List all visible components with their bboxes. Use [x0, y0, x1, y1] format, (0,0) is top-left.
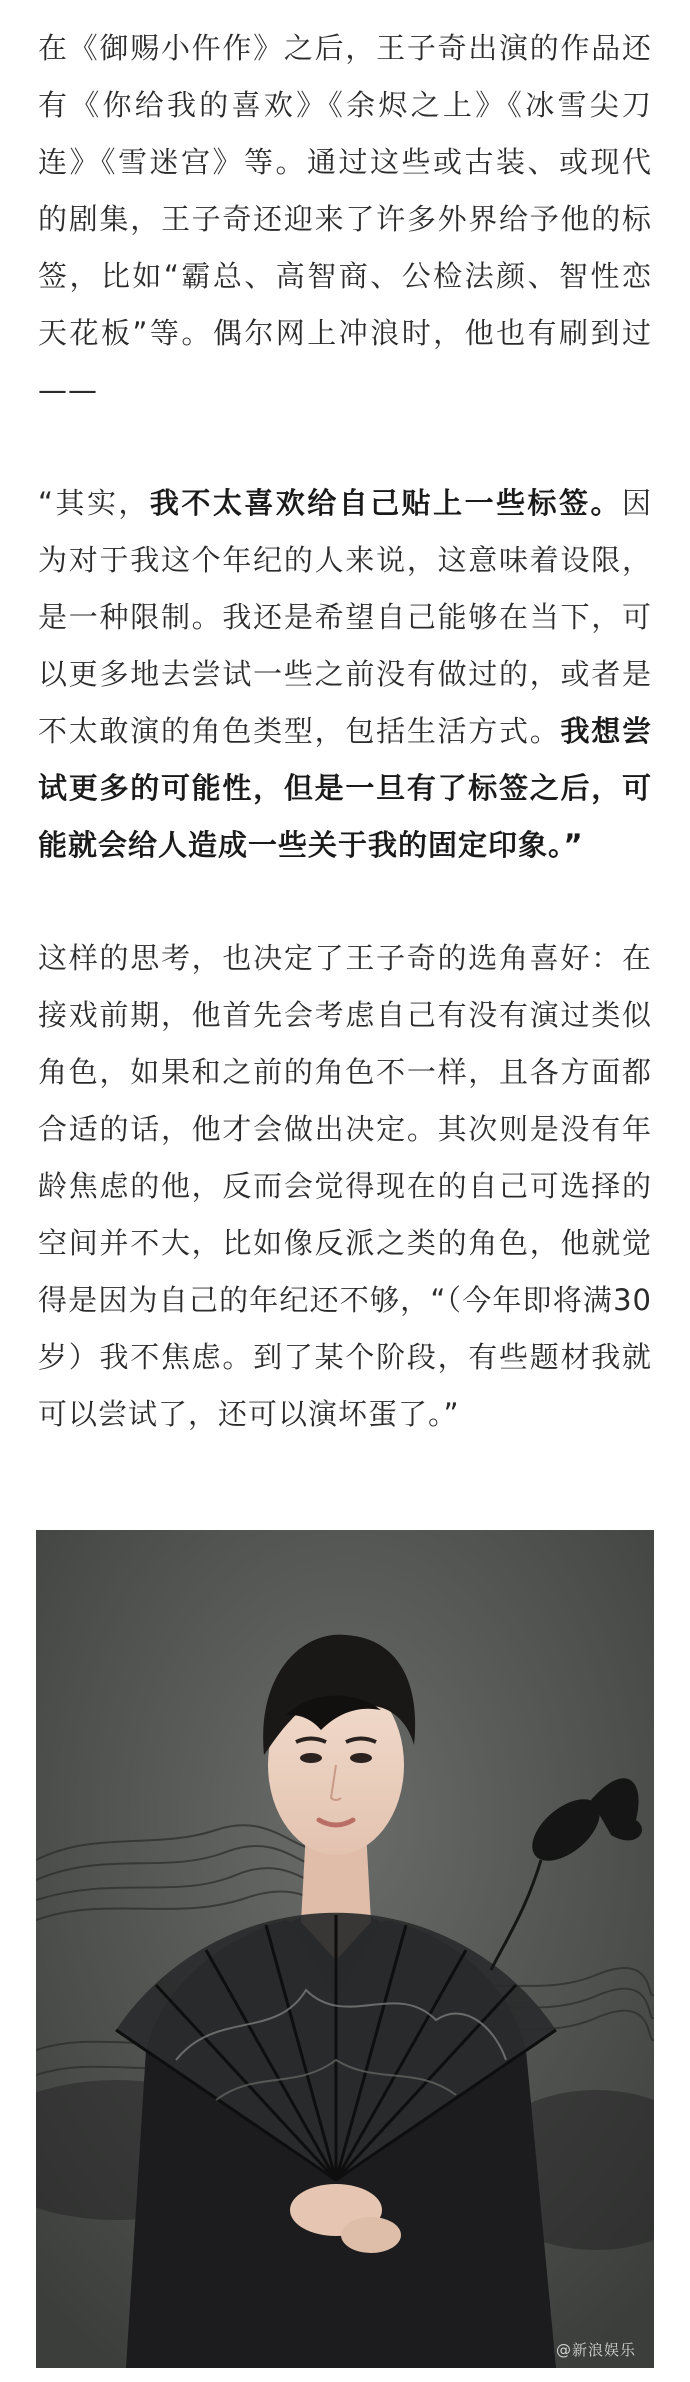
- watermark: @新浪娱乐: [555, 2341, 636, 2359]
- quote-bold-labels: 我不太喜欢给自己贴上一些标签。: [149, 486, 622, 520]
- quote-opening: “其实，: [38, 486, 150, 520]
- quote-body: 因为对于我这个年纪的人来说，这意味着设限，是一种限制。我还是希望自己能够在当下，可以更多地去尝试一些之前没有做过的，或者是不太敢演的角色类型，包括生活方式。: [38, 486, 652, 748]
- paragraph-quote: [38, 475, 652, 874]
- portrait-illustration: [36, 1530, 654, 2368]
- quote-bold-possibility: 我想尝试更多的可能性，但是一旦有了标签之后，可能就会给人造成一些关于我的固定印象。”: [38, 714, 652, 862]
- paragraph-intro: 在《御赐小仵作》之后，王子奇出演的作品还有《你给我的喜欢》《余烬之上》《冰雪尖刀连》《雪迷宫》等。通过这些或古装、或现代的剧集，王子奇还迎来了许多外界给予他的标签，比如“霸总、高智商、公检法颜、智性恋天花板”等。偶尔网上冲浪时，他也有刷到过——: [38, 31, 652, 407]
- article-body: [38, 20, 652, 1443]
- left-hand: [341, 2217, 401, 2253]
- portrait-photo: [36, 1530, 654, 2368]
- right-eye: [350, 1753, 372, 1763]
- left-eye: [300, 1753, 322, 1763]
- paragraph-casting: 这样的思考，也决定了王子奇的选角喜好：在接戏前期，他首先会考虑自己有没有演过类似角色，如果和之前的角色不一样，且各方面都合适的话，他才会做出决定。其次则是没有年龄焦虑的他，反而会觉得现在的自己可选择的空间并不大，比如像反派之类的角色，他就觉得是因为自己的年纪还不够，“（今年即将满30岁）我不焦虑。到了某个阶段，有些题材我就可以尝试了，还可以演坏蛋了。”: [38, 941, 652, 1431]
